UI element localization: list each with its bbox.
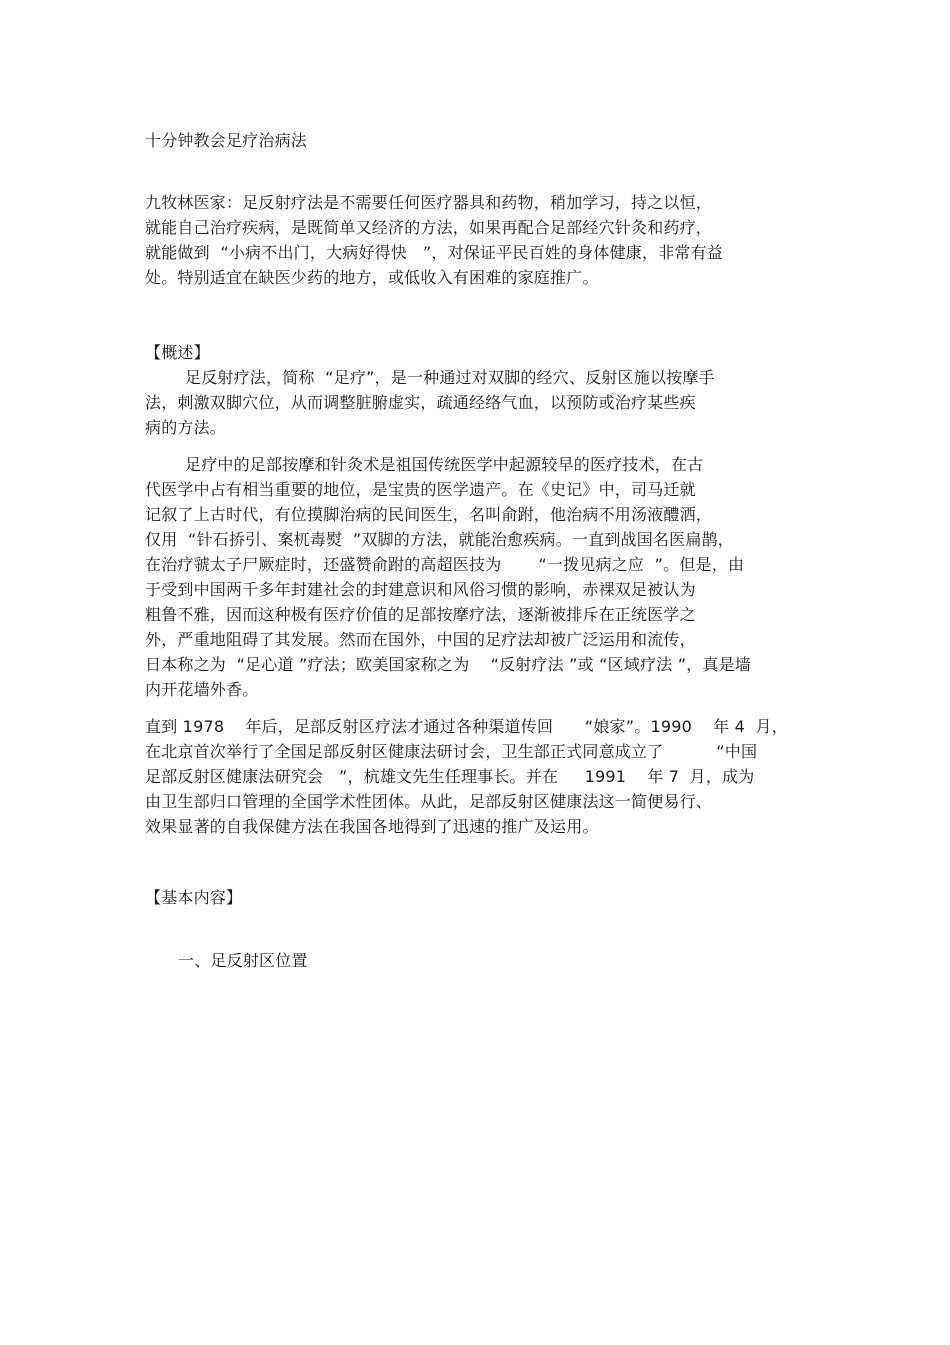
section-1-title: 一、足反射区位置 [178, 951, 308, 970]
overview-p2-line-1: 足疗中的足部按摩和针灸术是祖国传统医学中起源较早的医疗技术，在古 [185, 455, 704, 474]
overview-p2-line-3: 记叙了上古时代，有位摸脚治病的民间医生，名叫俞跗，他治病不用汤液醴洒， [145, 505, 713, 524]
overview-p3-line-5: 效果显著的自我保健方法在我国各地得到了迅速的推广及运用。 [145, 817, 599, 836]
overview-p2-line-8: 外，严重地阻碍了其发展。然而在国外，中国的足疗法却被广泛运用和流传， [145, 630, 696, 649]
intro-line-1: 九牧林医家：足反射疗法是不需要任何医疗器具和药物，稍加学习，持之以恒， [145, 193, 713, 212]
intro-line-2: 就能自己治疗疾病，是既简单又经济的方法，如果再配合足部经穴针灸和药疗， [145, 218, 713, 237]
basic-content-heading: 【基本内容】 [145, 888, 243, 907]
overview-p2-line-6: 于受到中国两千多年封建社会的封建意识和风俗习惯的影响，赤裸双足被认为 [145, 580, 696, 599]
overview-p1-line-3: 病的方法。 [145, 418, 227, 437]
overview-p3-line-2: 在北京首次举行了全国足部反射区健康法研讨会，卫生部正式同意成立了 “中国 [145, 742, 758, 761]
overview-p2-line-2: 代医学中占有相当重要的地位，是宝贵的医学遗产。在《史记》中，司马迁就 [145, 480, 696, 499]
overview-p2-line-7: 粗鲁不雅，因而这种极有医疗价值的足部按摩疗法，逐渐被排斥在正统医学之 [145, 605, 696, 624]
overview-p3-line-4: 由卫生部归口管理的全国学术性团体。从此，足部反射区健康法这一简便易行、 [145, 792, 713, 811]
intro-line-4: 处。特别适宜在缺医少药的地方，或低收入有困难的家庭推广。 [145, 268, 599, 287]
intro-line-3: 就能做到 “小病不出门，大病好得快 ”，对保证平民百姓的身体健康，非常有益 [145, 243, 724, 262]
overview-p1-line-2: 法，刺激双脚穴位，从而调整脏腑虚实，疏通经络气血，以预防或治疗某些疾 [145, 393, 696, 412]
overview-p2-line-9: 日本称之为 “足心道 ”疗法；欧美国家称之为 “反射疗法 ”或 “区域疗法 ”，真是墙 [145, 655, 751, 674]
overview-p2-line-10: 内开花墙外香。 [145, 680, 259, 699]
overview-p3-line-3: 足部反射区健康法研究会 ”，杭雄文先生任理事长。并在 1991 年 7 月，成为 [145, 767, 755, 786]
overview-p2-line-5: 在治疗虢太子尸厥症时，还盛赞俞跗的高超医技为 “一拨见病之应 ”。但是，由 [145, 555, 745, 574]
overview-heading: 【概述】 [145, 343, 210, 362]
overview-p1-line-1: 足反射疗法，简称 “足疗”，是一种通过对双脚的经穴、反射区施以按摩手 [185, 368, 715, 387]
overview-p3-line-1: 直到 1978 年后，足部反射区疗法才通过各种渠道传回 “娘家”。1990 年 4 月， [145, 717, 788, 736]
document-title: 十分钟教会足疗治病法 [145, 131, 308, 150]
overview-p2-line-4: 仅用 “针石挢引、案杌毒熨 ”双脚的方法，就能治愈疾病。一直到战国名医扁鹊， [145, 530, 734, 549]
